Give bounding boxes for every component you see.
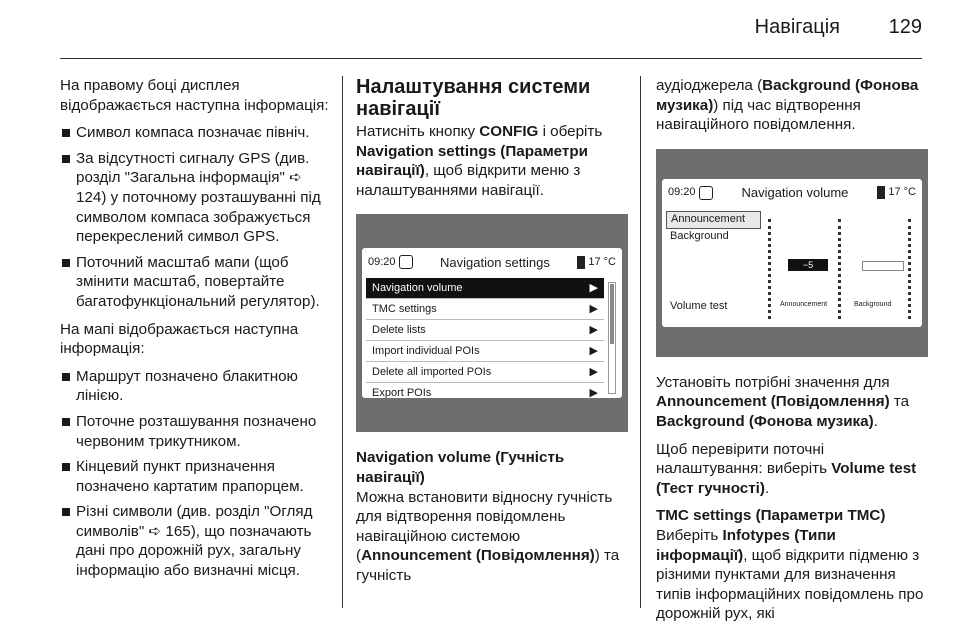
paragraph: аудіоджерела (Background (Фонова музика)) під час відтворення навігаційного повідомлення.	[656, 77, 919, 134]
thermometer-icon	[577, 256, 585, 269]
paragraph: Установіть потрібні значення для Announcement (Повідомлення) та Background (Фонова музика).	[656, 373, 910, 430]
menu-item-navigation-volume[interactable]: Navigation volume ▶	[366, 278, 604, 299]
menu-item-delete-lists[interactable]: Delete lists ▶	[366, 320, 604, 341]
arrow-right-icon: ▶	[589, 323, 598, 336]
column-divider-2	[640, 76, 641, 608]
navigation-settings-screenshot	[356, 214, 628, 432]
list-item: Символ компаса позначає північ.	[60, 123, 332, 143]
list-item: Кінцевий пункт призначення позначено картатим прапорцем.	[60, 457, 332, 496]
volume-menu	[666, 211, 761, 245]
temperature: 17 °C	[888, 185, 916, 198]
subsection-heading: TMC settings (Параметри TMC)	[656, 507, 886, 525]
clock-time: 09:20	[368, 255, 396, 268]
screen-header	[362, 248, 622, 276]
page-header-title: Навігація	[754, 16, 840, 38]
column-1	[60, 76, 332, 589]
display-screen	[662, 179, 922, 327]
screen-title: Navigation volume	[741, 184, 849, 200]
list-item: Поточне розташування позначено червоним трикутником.	[60, 412, 332, 451]
screen-header	[662, 179, 922, 207]
page-number: 129	[888, 16, 922, 38]
background-volume-slider[interactable]	[862, 261, 904, 271]
list-item: Поточний масштаб мапи (щоб змінити масштаб, повертайте багатофункціональний регулятор).	[60, 253, 332, 312]
paragraph: Щоб перевірити поточні налаштування: виберіть Volume test (Тест гучності).	[656, 440, 917, 497]
announcement-label: Announcement	[780, 301, 828, 309]
menu-item-import-pois[interactable]: Import individual POIs ▶	[366, 341, 604, 362]
bullet-list-2	[60, 367, 332, 581]
screen-title: Navigation settings	[440, 254, 550, 270]
settings-menu	[362, 276, 622, 398]
arrow-right-icon: ▶	[589, 344, 598, 357]
status-icon	[699, 186, 713, 200]
subsection-heading: Navigation volume (Гучність навігації)	[356, 449, 565, 486]
menu-item-delete-imported-pois[interactable]: Delete all imported POIs ▶	[366, 362, 604, 383]
paragraph: Натисніть кнопку CONFIG і оберіть Navigation settings (Параметри навігації), щоб відкрити меню з налаштуваннями навігації.	[356, 123, 603, 199]
announcement-volume-slider[interactable]: −5	[788, 259, 828, 271]
scale-dots	[838, 219, 844, 319]
background-label: Background	[854, 301, 892, 309]
paragraph: На мапі відображається наступна інформація:	[60, 320, 299, 358]
temperature: 17 °C	[588, 255, 616, 268]
scrollbar[interactable]	[608, 282, 616, 394]
bullet-list-1	[60, 123, 332, 311]
section-heading: Налаштування системи навігації	[356, 76, 591, 120]
volume-test-button[interactable]: Volume test	[670, 300, 728, 313]
display-screen	[362, 248, 622, 398]
list-item: Різні символи (див. розділ "Огляд символів" ➪ 165), що позначають дані про дорожній рух, загальну інформацію або визначні місця.	[60, 502, 332, 580]
menu-item-tmc-settings[interactable]: TMC settings ▶	[366, 299, 604, 320]
arrow-right-icon: ▶	[589, 365, 598, 378]
column-3	[656, 76, 928, 632]
menu-item-announcement[interactable]: Announcement	[666, 211, 761, 229]
scale-dots	[768, 219, 774, 319]
list-item: За відсутності сигналу GPS (див. розділ "Загальна інформація" ➪ 124) у поточному розташуванні під символом компаса зображується перекреслений символ GPS.	[60, 149, 332, 247]
arrow-right-icon: ▶	[589, 302, 598, 315]
clock-time: 09:20	[668, 185, 696, 198]
navigation-volume-screenshot	[656, 149, 928, 357]
paragraph: Можна встановити відносну гучність для відтворення повідомлень навігаційною системою (Announcement (Повідомлення)) та гучність	[356, 488, 620, 584]
paragraph: На правому боці дисплея відображається наступна інформація:	[60, 77, 329, 114]
menu-item-background[interactable]: Background	[670, 229, 729, 242]
arrow-right-icon: ▶	[589, 281, 598, 294]
column-2	[356, 76, 628, 594]
paragraph: Виберіть Infotypes (Типи інформації), щоб відкрити підменю з різними пунктами для визначення типів інформаційних повідомлень про дорожній рух, які	[656, 526, 924, 623]
scale-dots	[908, 219, 914, 319]
status-icon	[399, 255, 413, 269]
thermometer-icon	[877, 186, 885, 199]
menu-item-export-pois[interactable]: Export POIs ▶	[366, 383, 604, 398]
column-divider-1	[342, 76, 343, 608]
arrow-right-icon: ▶	[589, 386, 598, 399]
list-item: Маршрут позначено блакитною лінією.	[60, 367, 332, 406]
header-divider	[60, 58, 922, 59]
